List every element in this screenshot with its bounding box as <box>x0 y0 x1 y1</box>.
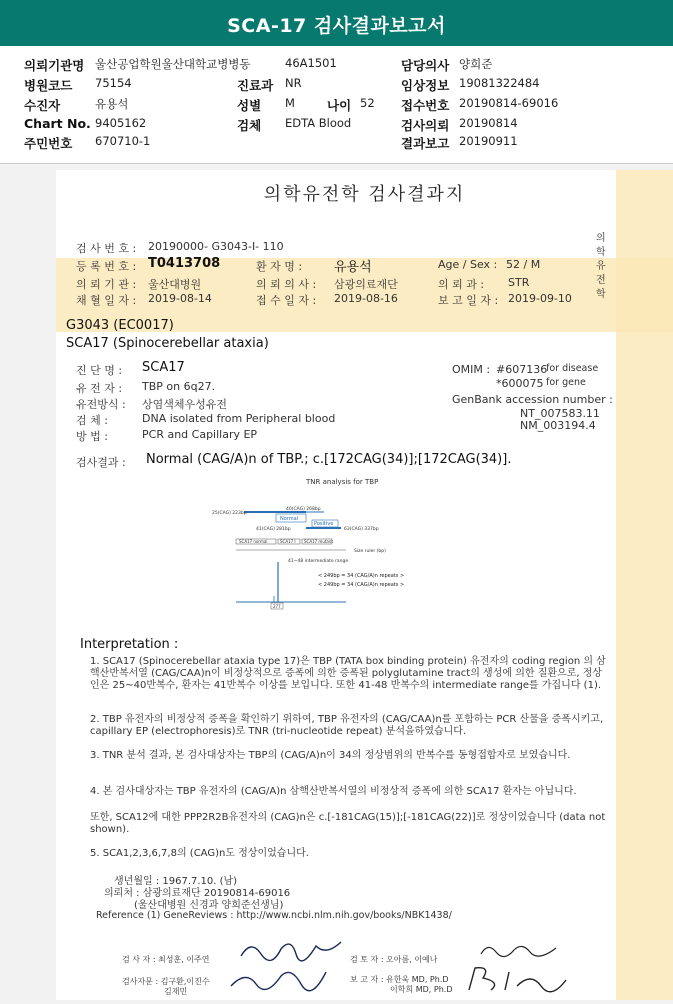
age-label: 나이 <box>327 98 352 113</box>
dob-line: 생년월일 : 1967.7.10. (남) <box>114 876 238 887</box>
dept-value-doc: STR <box>508 276 530 289</box>
omim-2: *600075 <box>496 377 544 390</box>
signature-advisor: 검사자문 : 김구환,이진수 <box>122 977 210 986</box>
result-value: Normal (CAG/A)n of TBP.; c.[172CAG(34)];[172CAG(34)]. <box>146 452 512 467</box>
rrn-label: 주민번호 <box>24 136 73 151</box>
legend-b: SCA17 I <box>280 539 296 544</box>
dx-value: SCA17 <box>142 360 185 375</box>
receive-value: 2019-08-16 <box>334 292 398 305</box>
figure-title: TNR analysis for TBP <box>306 478 379 486</box>
dx-label: 진 단 명 : <box>76 364 123 377</box>
label-normal: Normal <box>280 516 299 522</box>
request-value: 20190814 <box>459 116 518 130</box>
intermediate-label: 41~48 intermediate range <box>288 559 349 564</box>
request-label: 검사의뢰 <box>401 118 450 133</box>
reg-no-value: T0413708 <box>148 256 221 271</box>
clinical-label: 임상정보 <box>401 78 450 93</box>
age-value: 52 <box>360 96 375 110</box>
repeat-line-2: < 249bp = 34 (CAG/A)n repeats > <box>318 582 405 588</box>
inherit-label: 유전방식 : <box>76 398 126 411</box>
signature-tester: 검 사 자 : 최성훈, 이주연 <box>122 955 210 964</box>
method-value: PCR and Capillary EP <box>142 428 258 441</box>
doctor-label: 담당의사 <box>401 58 450 73</box>
handwritten-signature-4 <box>461 962 571 996</box>
omim-2-note: for gene <box>546 377 586 388</box>
hospital-code-label: 병원코드 <box>24 78 73 93</box>
legend-c: SCA17 mutant <box>304 539 333 544</box>
patient-name-value: 유용석 <box>334 260 372 275</box>
handwritten-signature-2 <box>226 962 336 992</box>
receipt-value: 20190814-69016 <box>459 96 559 110</box>
patient-value: 유용석 <box>95 97 129 111</box>
age-sex-label: Age / Sex : <box>438 258 498 271</box>
side-title: 의학유전학 <box>596 233 606 300</box>
dept-value: NR <box>285 76 302 90</box>
legend-a: SCA17 normal <box>239 539 268 544</box>
interpretation-1: 1. SCA17 (Spinocerebellar ataxia type 17)은 TBP (TATA box binding protein) 유전자의 coding region 의 삼핵산반복서열 (CAG/CAA)n이 비정상적으로 증폭에 의한 증폭된 polyglutamine tract의 생성에 의한 질환으로, 정상인은 25~40반복수, 환자는 41반복수 이상를 보입니다. 또한 41-48 반복수의 intermediate range를 가집니다 (1). <box>90 656 606 691</box>
req-inst-label: 의 뢰 기 관 : <box>76 278 137 291</box>
genbank-label: GenBank accession number : <box>452 393 613 406</box>
institution-value: 울산공업학원울산대학교병병동 <box>95 57 251 71</box>
test-no-label: 검 사 번 호 : <box>76 242 137 255</box>
inherit-value: 상염색체우성유전 <box>142 398 228 411</box>
omim-1: #607136 <box>496 363 548 376</box>
patient-name-label: 환 자 명 : <box>256 260 303 273</box>
req-inst-value: 울산대병원 <box>148 278 202 291</box>
chart-value: 9405162 <box>95 116 147 130</box>
collect-label: 채 혈 일 자 : <box>76 294 137 307</box>
signature-reviewer: 검 토 자 : 오아름, 이예나 <box>350 955 438 964</box>
reg-no-label: 등 록 번 호 : <box>76 260 137 273</box>
gene-value: TBP on 6q27. <box>142 380 216 393</box>
receipt-label: 접수번호 <box>401 98 450 113</box>
interpretation-title: Interpretation : <box>80 637 179 652</box>
doctor-value: 양희준 <box>459 57 493 71</box>
disease-name: SCA17 (Spinocerebellar ataxia) <box>66 336 269 351</box>
dept-label-doc: 의 뢰 과 : <box>438 278 485 291</box>
method-label: 방 법 : <box>76 430 108 443</box>
label-63cag: 63(CAG) 337bp <box>344 527 379 532</box>
interpretation-5: 5. SCA1,2,3,6,7,8의 (CAG)n도 정상이었습니다. <box>90 848 309 859</box>
test-no-value: 20190000- G3043-I- 110 <box>148 240 284 253</box>
interpretation-2: 2. TBP 유전자의 비정상적 증폭을 확인하기 위하여, TBP 유전자의 (CAG/CAA)n를 포함하는 PCR 산물을 증폭시키고, capillary EP (electrophoresis)로 TNR (tri-nucleotide repeat) 분석을하였습니다. <box>90 714 604 737</box>
interpretation-3: 3. TNR 분석 결과, 본 검사대상자는 TBP의 (CAG/A)n이 34의 정상범위의 반복수를 동형접합자로 보였습니다. <box>90 750 571 761</box>
result-label: 검사결과 : <box>76 456 126 469</box>
gene-label: 유 전 자 : <box>76 382 123 395</box>
omim-label: OMIM : <box>452 363 491 376</box>
genbank-1: NT_007583.11 <box>520 407 600 420</box>
req-doc-value: 삼광의료재단 <box>334 278 398 291</box>
report-title: SCA-17 검사결과보고서 <box>227 15 446 37</box>
omim-1-note: for disease <box>546 363 599 374</box>
label-40cag: 40(CAG) 268bp <box>286 507 321 512</box>
specimen-label: 검체 <box>237 118 262 133</box>
label-positive: Positive <box>314 521 334 527</box>
institution-label: 의뢰기관명 <box>24 58 85 73</box>
result-report-value: 20190911 <box>459 134 518 148</box>
rrn-value: 670710-1 <box>95 134 151 148</box>
label-41cag: 41(CAG) 281bp <box>256 527 291 532</box>
signature-reporter-2: 이학희 MD, Ph.D <box>390 985 453 994</box>
collect-value: 2019-08-14 <box>148 292 212 305</box>
reference: Reference (1) GeneReviews : http://www.ncbi.nlm.nih.gov/books/NBK1438/ <box>96 910 452 921</box>
signature-advisor-2: 김재민 <box>164 987 188 996</box>
specimen-value: EDTA Blood <box>285 116 352 130</box>
tnr-figure <box>206 470 506 620</box>
req-doc-label: 의 뢰 의 사 : <box>256 278 317 291</box>
receive-label: 접 수 일 자 : <box>256 294 317 307</box>
test-code: G3043 (EC0017) <box>66 318 174 333</box>
report-header <box>0 46 673 164</box>
label-25cag: 25(CAG) 223bp <box>212 511 247 516</box>
patient-label: 수진자 <box>24 98 61 113</box>
age-sex-value: 52 / M <box>506 258 541 271</box>
clinical-value: 19081322484 <box>459 76 540 90</box>
report-title-bar <box>0 0 673 46</box>
req-line: 의뢰처 : 삼광의료재단 20190814-69016 <box>104 888 291 899</box>
chart-label: Chart No. <box>24 116 91 131</box>
doc-report-label: 보 고 일 자 : <box>438 294 499 307</box>
interpretation-4: 4. 본 검사대상자는 TBP 유전자의 (CAG/A)n 삼핵산반복서열의 비정상적 증폭에 의한 SCA17 환자는 아닙니다. <box>90 786 577 797</box>
interpretation-4b: 또한, SCA12에 대한 PPP2R2B유전자의 (CAG)n은 c.[-181CAG(15)];[-181CAG(22)]로 정상이었습니다 (data not shown). <box>90 812 606 835</box>
sex-label: 성별 <box>237 98 262 113</box>
sex-value: M <box>285 96 295 110</box>
peak-label: 277 <box>273 604 281 609</box>
hospital-code-value: 75154 <box>95 76 132 90</box>
dept-label: 진료과 <box>237 78 274 93</box>
signature-reporter: 보 고 자 : 유한욱 MD, Ph.D <box>350 975 449 984</box>
result-report-label: 결과보고 <box>401 136 450 151</box>
handwritten-signature-1 <box>236 934 346 964</box>
ward-value: 46A1501 <box>285 56 337 70</box>
doc-specimen-value: DNA isolated from Peripheral blood <box>142 412 336 425</box>
req-line-2: (울산대병원 신경과 양희준선생님) <box>134 900 284 911</box>
genbank-2: NM_003194.4 <box>520 419 596 432</box>
scanned-result-document <box>56 170 673 1000</box>
doc-report-value: 2019-09-10 <box>508 292 572 305</box>
doc-specimen-label: 검 체 : <box>76 414 108 427</box>
repeat-line-1: < 249bp = 34 (CAG/A)n repeats > <box>318 573 405 579</box>
handwritten-signature-3 <box>476 938 566 962</box>
size-ruler-label: Size ruler (bp) <box>354 549 386 554</box>
document-title: 의학유전학 검사결과지 <box>263 184 466 205</box>
